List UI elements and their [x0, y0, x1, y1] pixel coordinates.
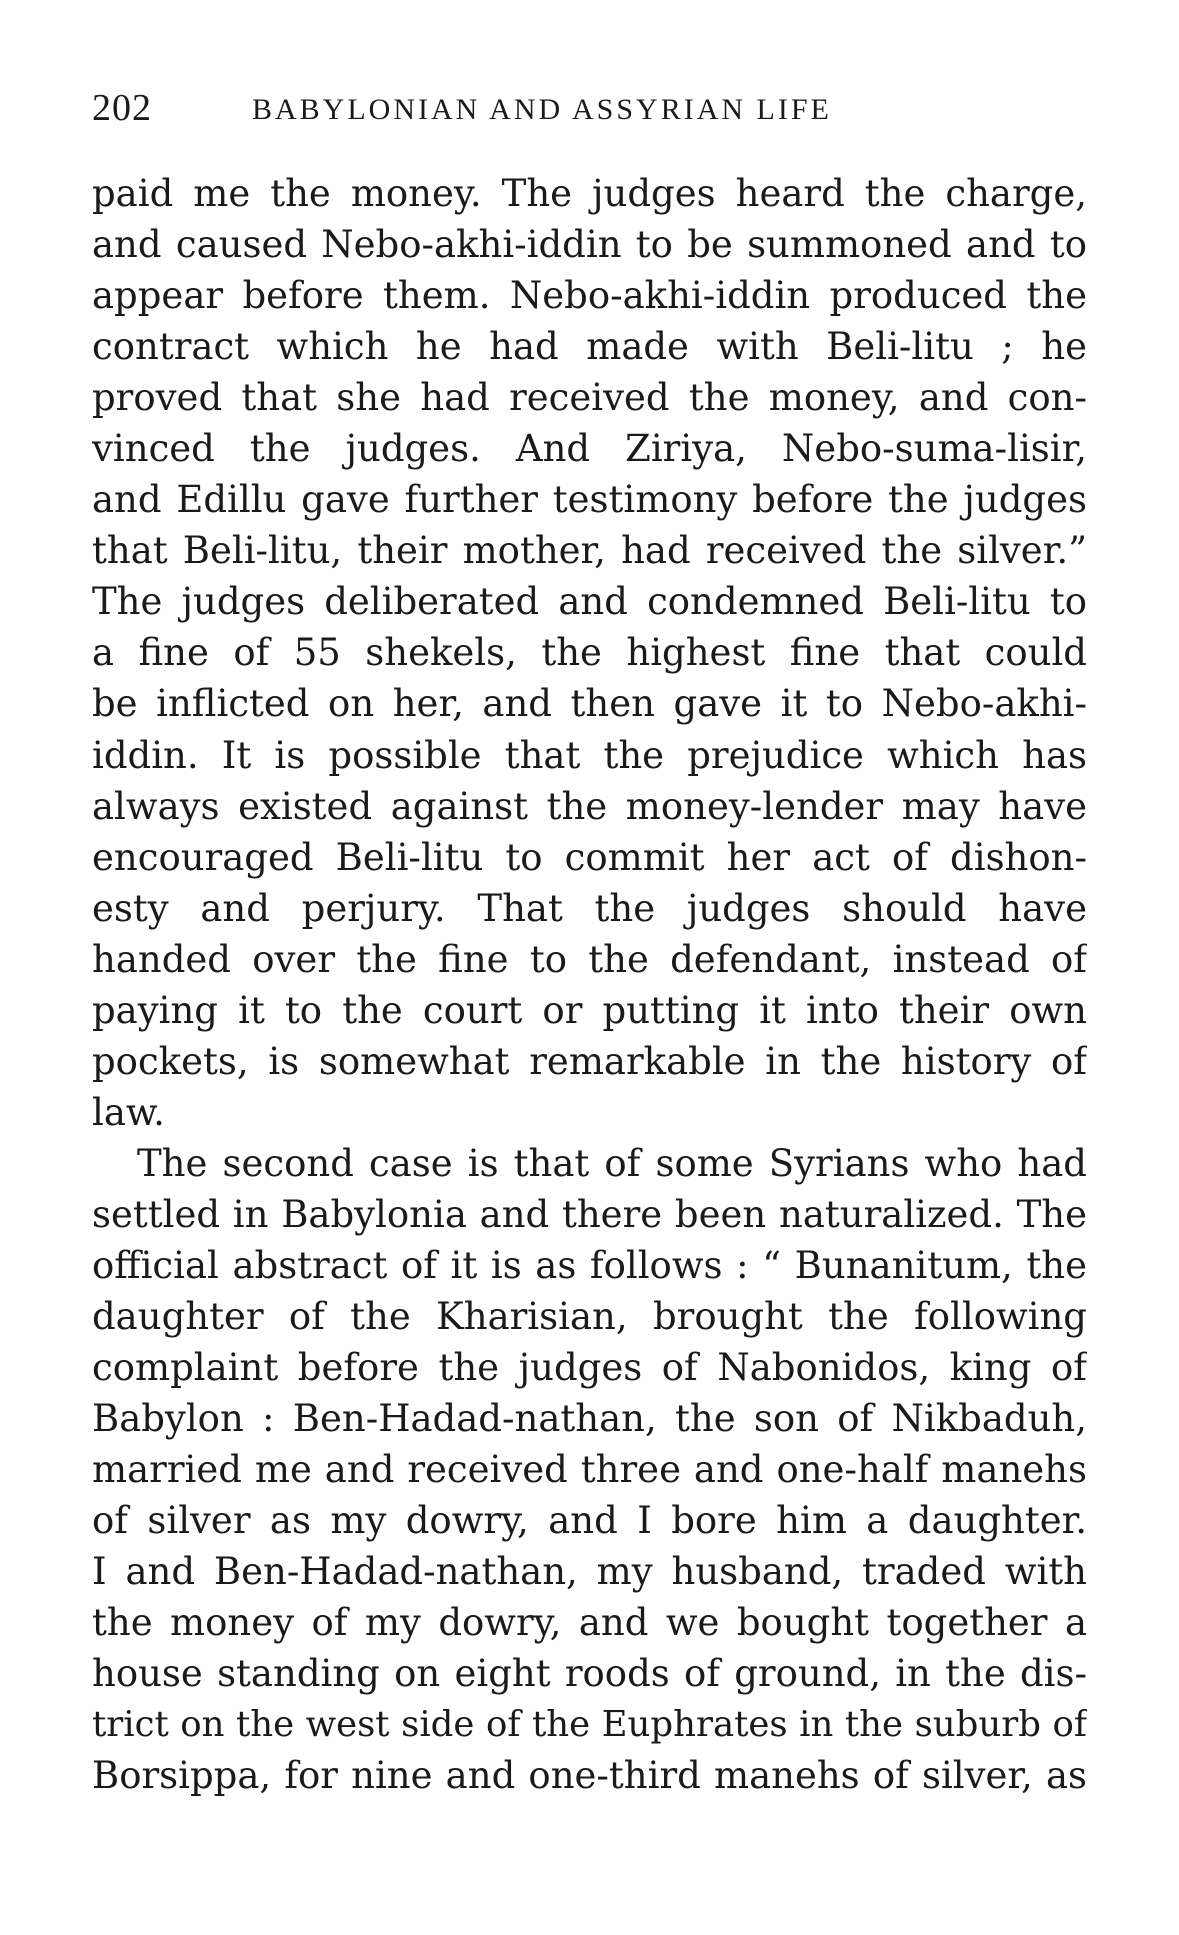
text-line: Babylon : Ben-Hadad-nathan, the son of Nikbaduh, [92, 1397, 1087, 1441]
text-line: and Edillu gave further testimony before the judges [92, 478, 1087, 522]
text-line: house standing on eight roods of ground, in the dis- [92, 1652, 1087, 1696]
page-number: 202 [92, 87, 152, 129]
text-line: be inflicted on her, and then gave it to Nebo-akhi- [92, 682, 1087, 726]
running-title: BABYLONIAN AND ASSYRIAN LIFE [252, 93, 832, 126]
text-line: iddin. It is possible that the prejudice which has [92, 733, 1087, 777]
text-line: married me and received three and one-half manehs [92, 1448, 1087, 1492]
text-line: law. [92, 1090, 165, 1134]
paragraph-2 [92, 1138, 1087, 1802]
paragraph-1 [92, 168, 1087, 1138]
text-line: daughter of the Kharisian, brought the following [92, 1295, 1087, 1339]
text-line: encouraged Beli-litu to commit her act of dishon- [92, 835, 1087, 879]
text-line: The second case is that of some Syrians who had [137, 1141, 1087, 1185]
text-line: Borsippa, for nine and one-third manehs of silver, as [92, 1754, 1087, 1798]
text-line: of silver as my dowry, and I bore him a daughter. [92, 1499, 1087, 1543]
text-line: contract which he had made with Beli-litu ; he [92, 325, 1087, 369]
text-line: pockets, is somewhat remarkable in the history of [92, 1039, 1087, 1083]
text-line: and caused Nebo-akhi-iddin to be summoned and to [92, 223, 1087, 267]
text-line: complaint before the judges of Nabonidos, king of [92, 1346, 1087, 1390]
text-line: settled in Babylonia and there been naturalized. The [92, 1192, 1087, 1236]
text-line: trict on the west side of the Euphrates in the suburb of [92, 1704, 1087, 1746]
text-line: paying it to the court or putting it into their own [92, 988, 1087, 1032]
text-line: appear before them. Nebo-akhi-iddin produced the [92, 274, 1087, 318]
text-line: I and Ben-Hadad-nathan, my husband, traded with [92, 1550, 1087, 1594]
text-line: The judges deliberated and condemned Beli-litu to [92, 580, 1087, 624]
running-head [92, 88, 1087, 128]
text-line: paid me the money. The judges heard the charge, [92, 172, 1087, 215]
text-line: official abstract of it is as follows : “ Bunanitum, the [92, 1243, 1087, 1287]
text-line: the money of my dowry, and we bought together a [92, 1601, 1087, 1645]
text-line: proved that she had received the money, and con- [92, 376, 1087, 420]
body-text [92, 168, 1087, 1802]
text-line: a fine of 55 shekels, the highest fine that could [92, 631, 1087, 675]
text-line: always existed against the money-lender may have [92, 784, 1087, 828]
text-line: esty and perjury. That the judges should have [92, 886, 1087, 930]
text-line: handed over the fine to the defendant, instead of [92, 937, 1087, 981]
text-line: vinced the judges. And Ziriya, Nebo-suma-lisir, [92, 427, 1087, 471]
text-line: that Beli-litu, their mother, had received the silver.” [92, 529, 1087, 573]
